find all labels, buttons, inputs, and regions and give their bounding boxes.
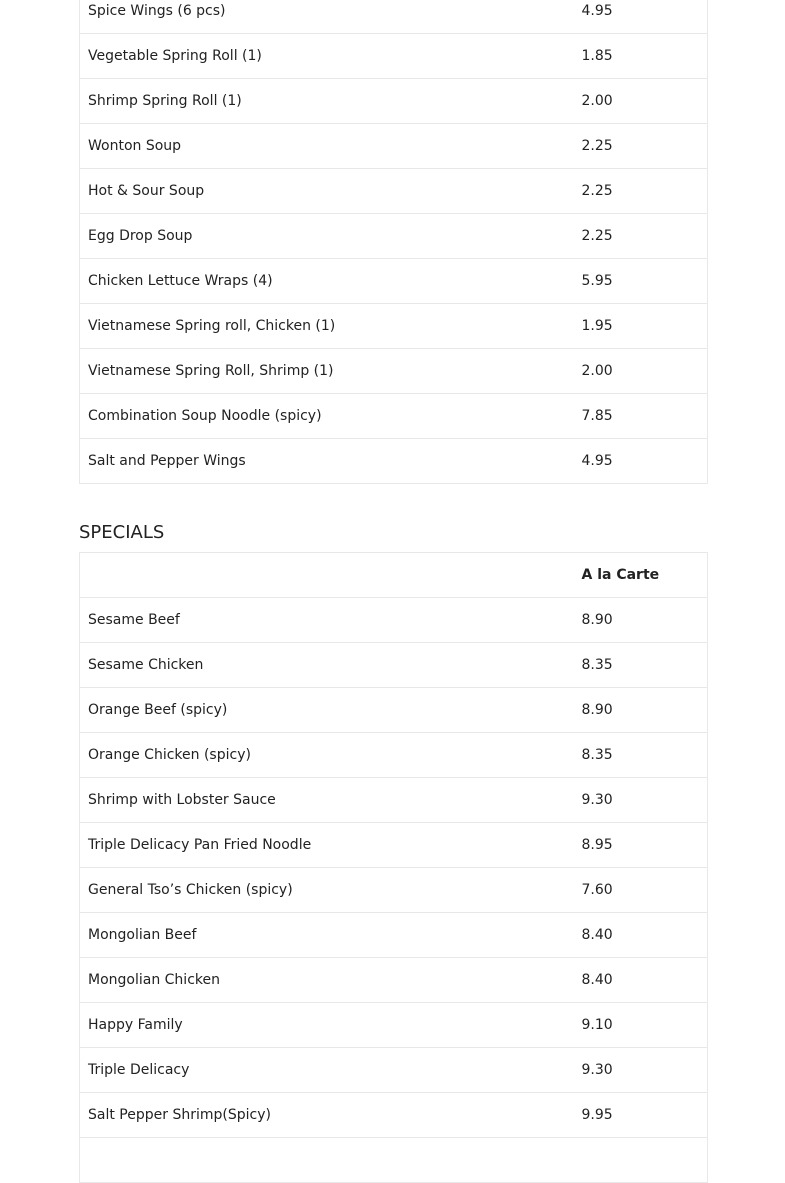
item-price: 2.25 xyxy=(574,169,708,214)
item-price: 9.30 xyxy=(574,1048,708,1093)
item-name: Wonton Soup xyxy=(80,124,574,169)
item-price: 7.85 xyxy=(574,394,708,439)
item-price: 9.30 xyxy=(574,778,708,823)
table-row xyxy=(80,304,708,349)
table-row xyxy=(80,79,708,124)
header-name-cell xyxy=(80,553,574,598)
table-row xyxy=(80,214,708,259)
specials-table-body xyxy=(80,553,708,1183)
item-price: 9.10 xyxy=(574,1003,708,1048)
header-price-label: A la Carte xyxy=(574,553,708,598)
table-row xyxy=(80,439,708,484)
item-name: Salt and Pepper Wings xyxy=(80,439,574,484)
specials-heading: SPECIALS xyxy=(79,522,165,543)
table-row xyxy=(80,688,708,733)
table-header-row xyxy=(80,553,708,598)
item-price: 8.35 xyxy=(574,643,708,688)
item-price: 8.90 xyxy=(574,688,708,733)
item-name: Mongolian Chicken xyxy=(80,958,574,1003)
table-row xyxy=(80,823,708,868)
item-name: Vegetable Spring Roll (1) xyxy=(80,34,574,79)
item-name: Hot & Sour Soup xyxy=(80,169,574,214)
item-name: Orange Chicken (spicy) xyxy=(80,733,574,778)
item-name: General Tso’s Chicken (spicy) xyxy=(80,868,574,913)
specials-table xyxy=(79,552,708,1183)
table-row xyxy=(80,778,708,823)
table-row xyxy=(80,1003,708,1048)
table-row xyxy=(80,124,708,169)
table-row xyxy=(80,1048,708,1093)
item-name: Orange Beef (spicy) xyxy=(80,688,574,733)
item-price: 2.25 xyxy=(574,214,708,259)
table-row xyxy=(80,1093,708,1138)
item-name: Sesame Beef xyxy=(80,598,574,643)
table-row xyxy=(80,0,708,34)
appetizers-table xyxy=(79,0,708,484)
item-name: Triple Delicacy xyxy=(80,1048,574,1093)
item-name: Shrimp Spring Roll (1) xyxy=(80,79,574,124)
item-name: Shrimp with Lobster Sauce xyxy=(80,778,574,823)
table-row xyxy=(80,394,708,439)
item-price: 2.00 xyxy=(574,79,708,124)
table-row xyxy=(80,643,708,688)
item-name: Vietnamese Spring Roll, Shrimp (1) xyxy=(80,349,574,394)
item-price: 2.00 xyxy=(574,349,708,394)
table-row xyxy=(80,1138,708,1183)
item-price: 8.40 xyxy=(574,958,708,1003)
table-row xyxy=(80,868,708,913)
item-price: 5.95 xyxy=(574,259,708,304)
item-price: 4.95 xyxy=(574,0,708,34)
item-name: Triple Delicacy Pan Fried Noodle xyxy=(80,823,574,868)
item-price: 1.95 xyxy=(574,304,708,349)
table-row xyxy=(80,34,708,79)
item-price: 7.60 xyxy=(574,868,708,913)
item-price: 2.25 xyxy=(574,124,708,169)
table-row xyxy=(80,958,708,1003)
item-name: Chicken Lettuce Wraps (4) xyxy=(80,259,574,304)
item-name: Vietnamese Spring roll, Chicken (1) xyxy=(80,304,574,349)
item-price: 8.90 xyxy=(574,598,708,643)
table-row xyxy=(80,349,708,394)
item-price: 8.95 xyxy=(574,823,708,868)
item-price: 4.95 xyxy=(574,439,708,484)
item-name xyxy=(80,1138,574,1183)
table-row xyxy=(80,169,708,214)
item-name: Salt Pepper Shrimp(Spicy) xyxy=(80,1093,574,1138)
item-name: Happy Family xyxy=(80,1003,574,1048)
item-price xyxy=(574,1138,708,1183)
table-row xyxy=(80,913,708,958)
item-price: 8.40 xyxy=(574,913,708,958)
item-price: 9.95 xyxy=(574,1093,708,1138)
item-name: Spice Wings (6 pcs) xyxy=(80,0,574,34)
item-name: Egg Drop Soup xyxy=(80,214,574,259)
table-row xyxy=(80,259,708,304)
item-name: Mongolian Beef xyxy=(80,913,574,958)
item-price: 1.85 xyxy=(574,34,708,79)
appetizers-table-body xyxy=(80,0,708,484)
item-price: 8.35 xyxy=(574,733,708,778)
item-name: Sesame Chicken xyxy=(80,643,574,688)
table-row xyxy=(80,598,708,643)
item-name: Combination Soup Noodle (spicy) xyxy=(80,394,574,439)
table-row xyxy=(80,733,708,778)
